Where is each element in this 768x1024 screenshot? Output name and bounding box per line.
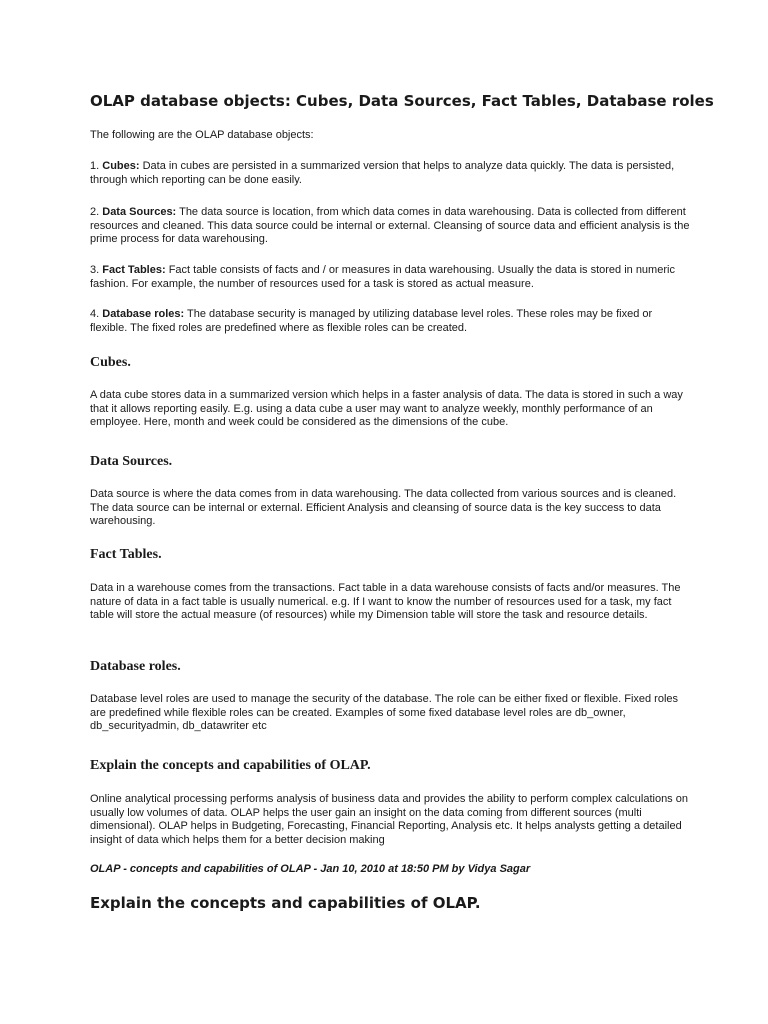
object-item-fact-tables xyxy=(90,264,690,291)
object-item-database-roles xyxy=(90,308,690,335)
intro-text: The following are the OLAP database objects: xyxy=(90,129,314,141)
object-term: Data Sources: xyxy=(102,206,177,218)
section-heading-data-sources: Data Sources. xyxy=(90,454,173,469)
object-text: The database security is managed by utilizing database level roles. These roles may be fixed or flexible. The fixed roles are predefined where as flexible roles can be created. xyxy=(90,308,653,334)
section-heading-cubes: Cubes. xyxy=(90,355,131,370)
section-body-fact-tables: Data in a warehouse comes from the transactions. Fact table in a data warehouse consists of facts and/or measures. The nature of data in a fact table is usually numerical. e.g. If I want to know the number of resources used for a task, my fact table will store the actual measure (of resources) while my Dimension table will store the task and resource details. xyxy=(90,582,681,621)
section-body-data-sources: Data source is where the data comes from in data warehousing. The data collected from various sources and is cleaned. The data source can be internal or external. Efficient Analysis and cleansing of source data is the key success to data warehousing. xyxy=(90,488,677,527)
section-heading-olap-concepts: Explain the concepts and capabilities of OLAP. xyxy=(90,758,371,773)
section-heading-database-roles: Database roles. xyxy=(90,659,181,674)
object-item-cubes xyxy=(90,160,690,187)
section-body-cubes: A data cube stores data in a summarized version which helps in a faster analysis of data. The data is stored in such a way that it allows reporting easily. E.g. using a data cube a user may want to analyze weekly, monthly performance of an employee. Here, month and week could be considered as the dimensions of the cube. xyxy=(90,389,683,428)
object-text: Fact table consists of facts and / or measures in data warehousing. Usually the data is stored in numeric fashion. For example, the number of resources used for a task is stored as actual measure. xyxy=(90,264,675,290)
object-text: Data in cubes are persisted in a summarized version that helps to analyze data quickly. The data is persisted, through which reporting can be done easily. xyxy=(90,160,675,186)
object-term: Database roles: xyxy=(102,308,185,320)
bottom-heading: Explain the concepts and capabilities of OLAP. xyxy=(90,894,481,912)
section-heading-fact-tables: Fact Tables. xyxy=(90,547,162,562)
article-byline: OLAP - concepts and capabilities of OLAP - Jan 10, 2010 at 18:50 PM by Vidya Sagar xyxy=(90,863,531,875)
object-text: The data source is location, from which data comes in data warehousing. Data is collected from different resources and cleaned. This data source could be internal or external. Cleansing of source data and efficient analysis is the prime process for data warehousing. xyxy=(90,206,690,245)
object-term: Fact Tables: xyxy=(102,264,166,276)
page-title: OLAP database objects: Cubes, Data Sources, Fact Tables, Database roles xyxy=(90,92,714,110)
object-term: Cubes: xyxy=(102,160,140,172)
object-num: 2. xyxy=(90,206,100,218)
section-body-olap-concepts: Online analytical processing performs analysis of business data and provides the ability to perform complex calculations on usually low volumes of data. OLAP helps the user gain an insight on the data coming from different sources (multi dimensional). OLAP helps in Budgeting, Forecasting, Financial Reporting, Analysis etc. It helps analysts getting a detailed insight of data which helps them for a better decision making xyxy=(90,793,688,846)
object-item-data-sources xyxy=(90,206,690,247)
object-num: 3. xyxy=(90,264,100,276)
object-num: 1. xyxy=(90,160,100,172)
section-body-database-roles: Database level roles are used to manage the security of the database. The role can be either fixed or flexible. Fixed roles are predefined while flexible roles can be created. Examples of some fixed database level roles are db_owner, db_securityadmin, db_datawriter etc xyxy=(90,693,679,732)
object-num: 4. xyxy=(90,308,100,320)
